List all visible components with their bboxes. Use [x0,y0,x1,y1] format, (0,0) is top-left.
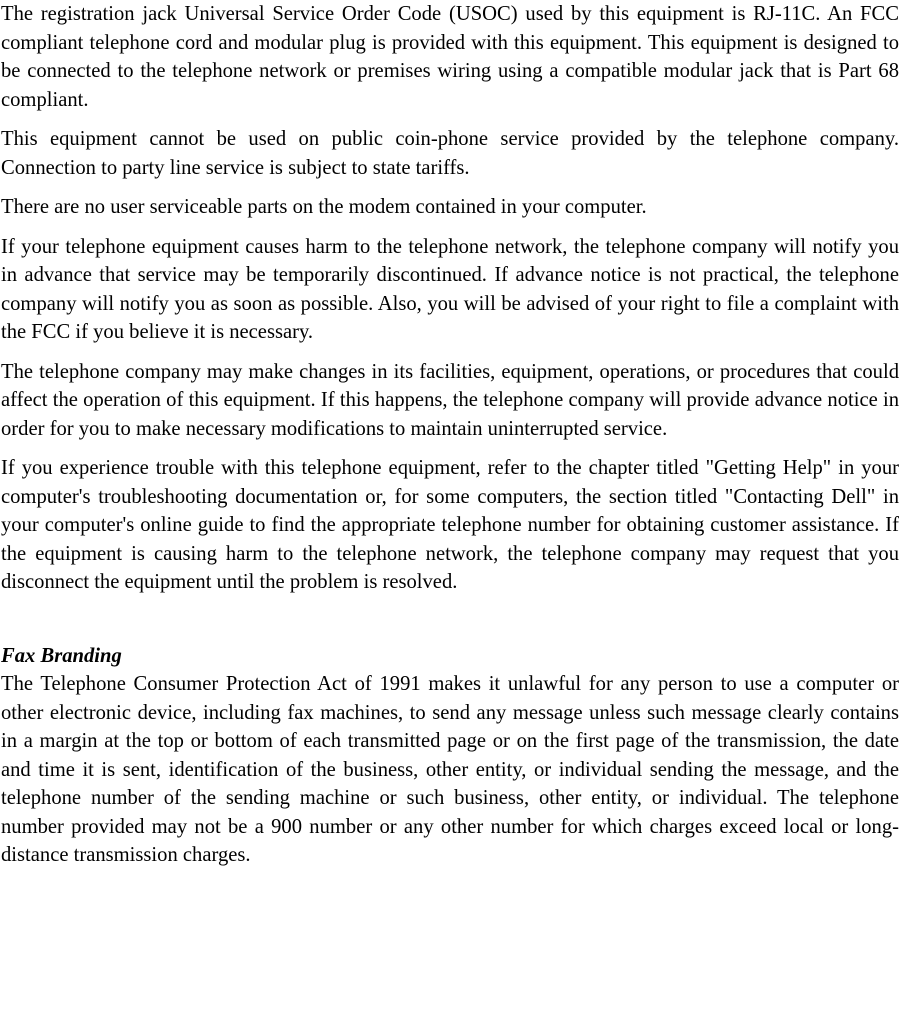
coin-phone-paragraph: This equipment cannot be used on public coin-phone service provided by the telephone company. Connection to party line service is subject to state tariffs. [1,128,899,179]
serviceable-parts-paragraph: There are no user serviceable parts on the modem contained in your computer. [1,196,647,218]
usoc-paragraph: The registration jack Universal Service Order Code (USOC) used by this equipment is RJ-11C. An FCC compliant telephone cord and modular plug is provided with this equipment. This equipment is designed to be connected to the telephone network or premises wiring using a compatible modular jack that is Part 68 compliant. [1,3,899,111]
network-harm-paragraph: If your telephone equipment causes harm to the telephone network, the telephone company will notify you in advance that service may be temporarily discontinued. If advance notice is not practical, the telephone company will notify you as soon as possible. Also, you will be advised of your right to file a complaint with the FCC if you believe it is necessary. [1,235,899,343]
fax-branding-paragraph: The Telephone Consumer Protection Act of 1991 makes it unlawful for any person to use a computer or other electronic device, including fax machines, to send any message unless such message clearly contains in a margin at the top or bottom of each transmitted page or on the first page of the transmission, the date and time it is sent, identification of the business, other entity, or individual sending the message, and the telephone number of the sending machine or such business, other entity, or individual. The telephone number provided may not be a 900 number or any other number for which charges exceed local or long-distance transmission charges. [1,673,899,866]
trouble-paragraph: If you experience trouble with this telephone equipment, refer to the chapter titled "Getting Help" in your computer's troubleshooting documentation or, for some computers, the section titled "Contacting Dell" in your computer's online guide to find the appropriate telephone number for obtaining customer assistance. If the equipment is causing harm to the telephone network, the telephone company may request that you disconnect the equipment until the problem is resolved. [1,457,899,593]
facility-changes-paragraph: The telephone company may make changes in its facilities, equipment, operations, or procedures that could affect the operation of this equipment. If this happens, the telephone company will provide advance notice in order for you to make necessary modifications to maintain uninterrupted service. [1,360,899,440]
fax-branding-heading: Fax Branding [1,644,122,667]
